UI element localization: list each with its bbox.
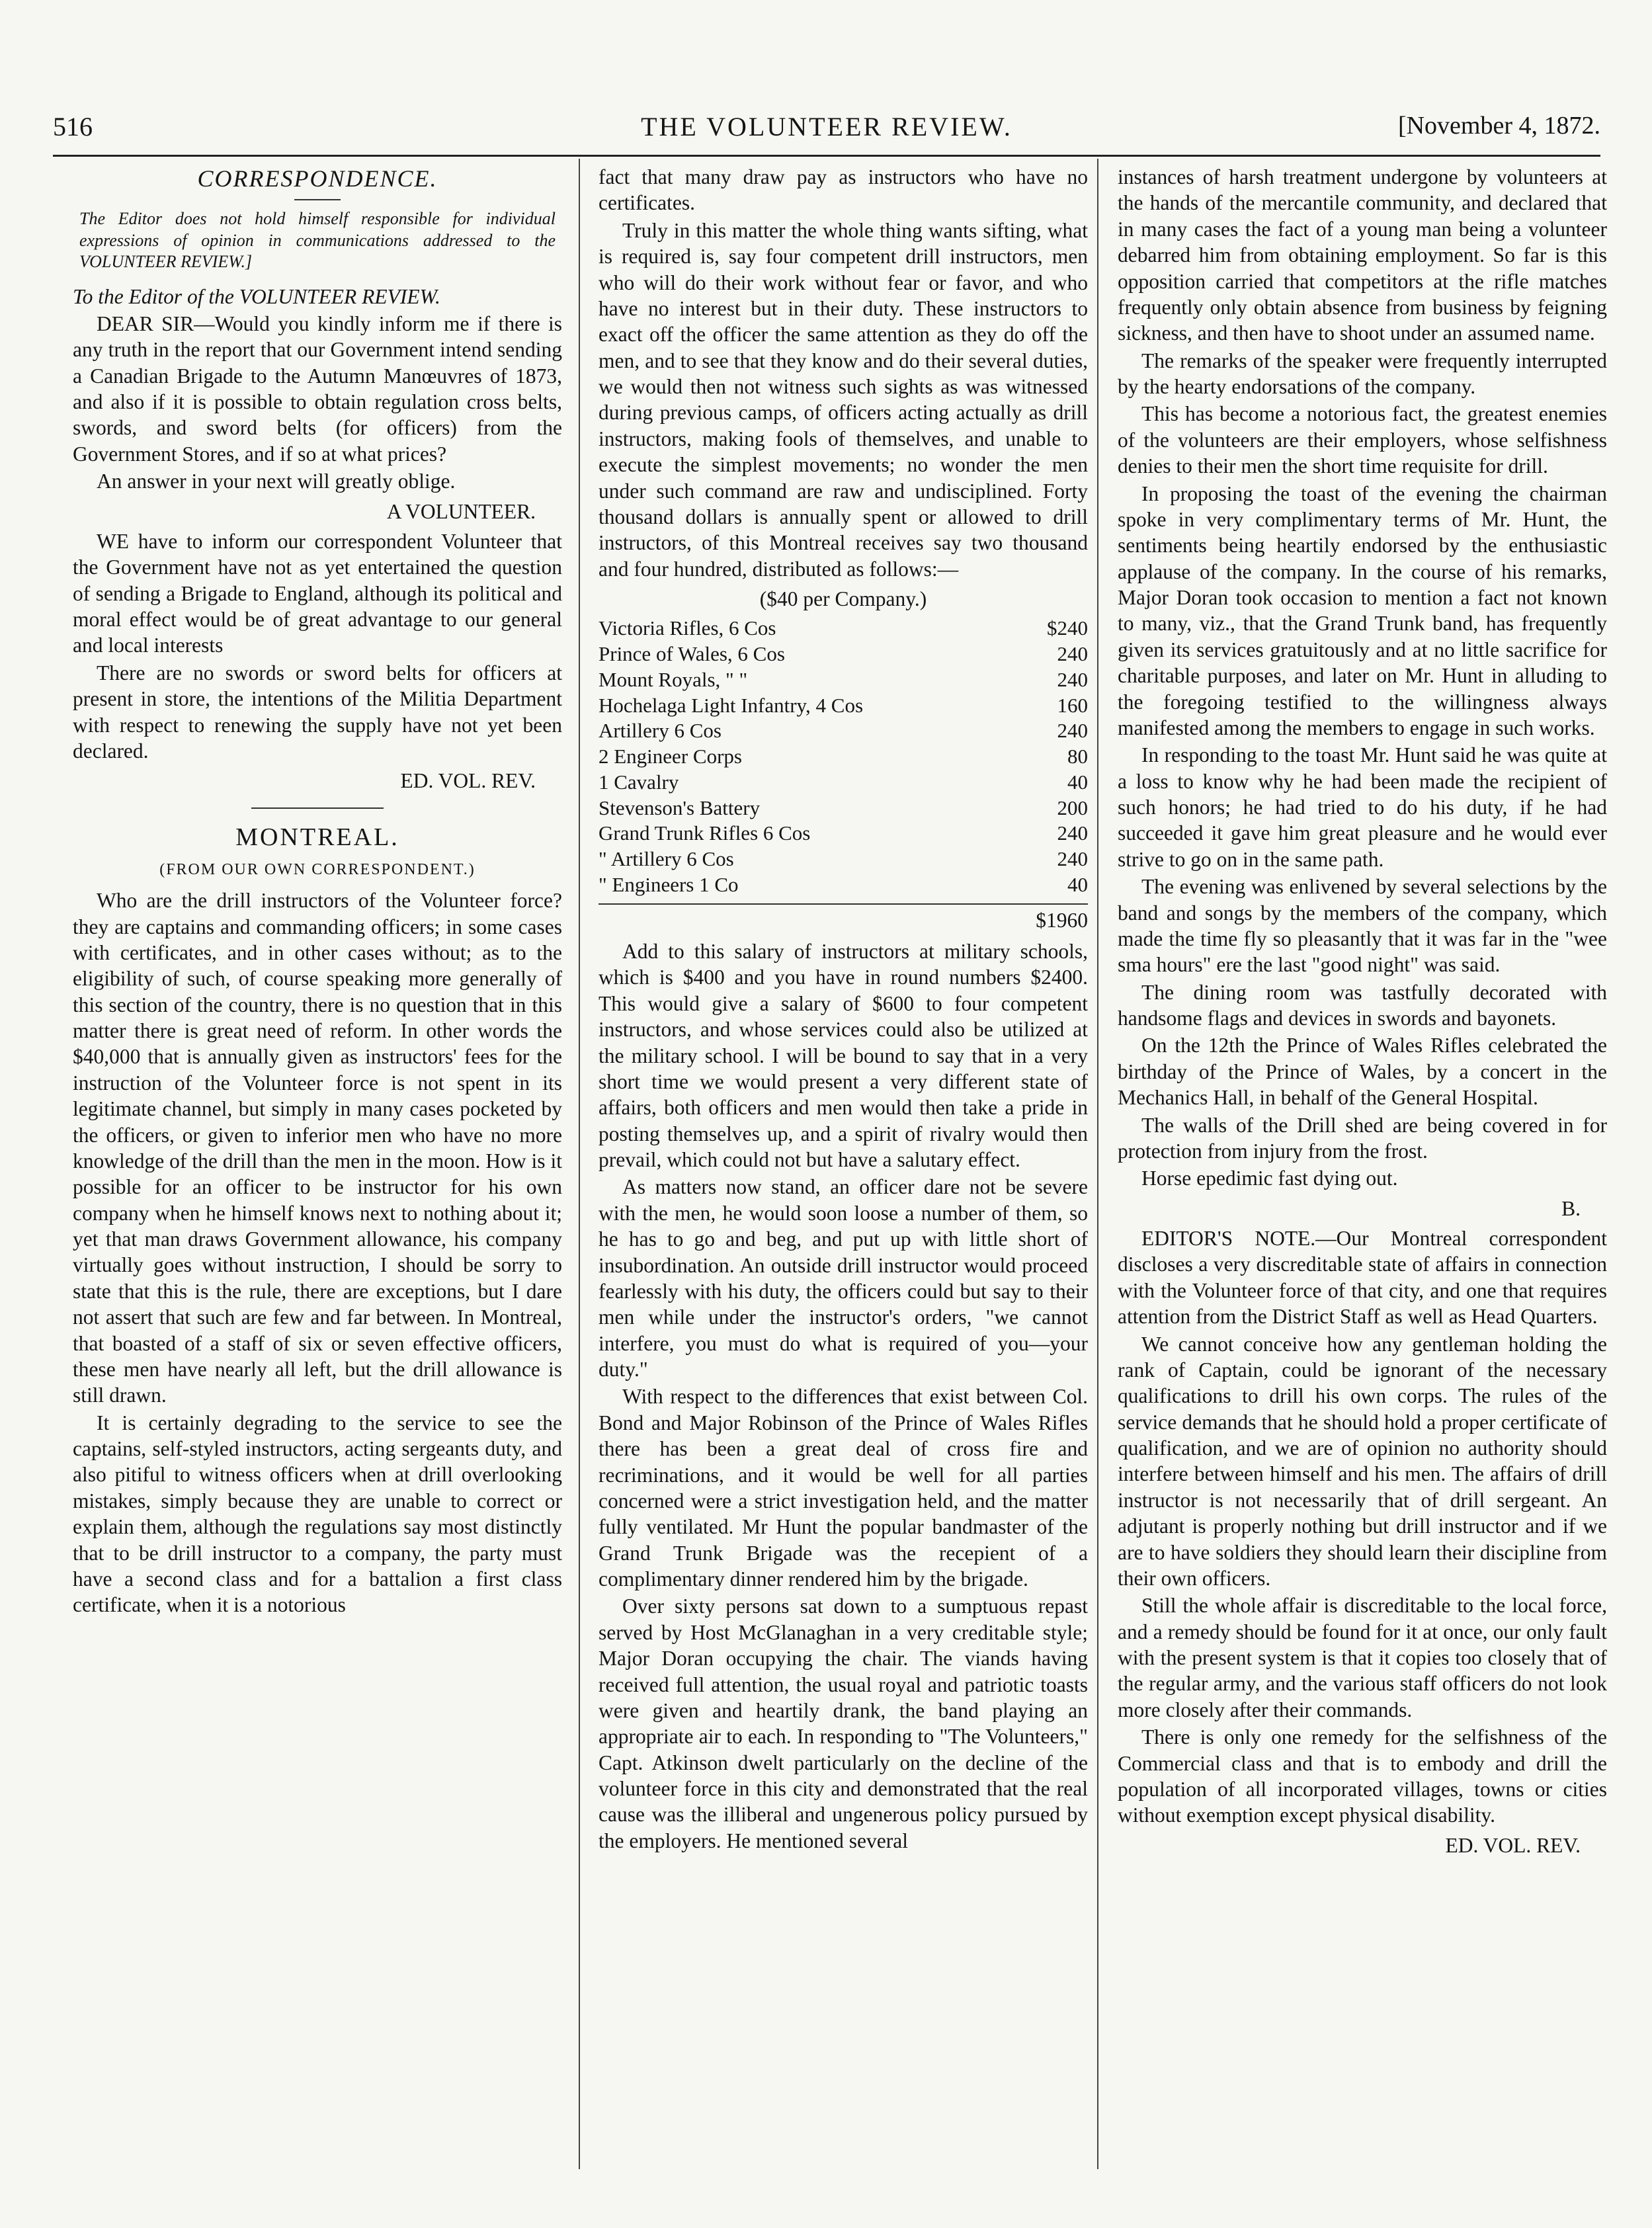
allowance-amount: 200 (1057, 796, 1088, 819)
masthead: THE VOLUNTEER REVIEW. (641, 112, 1012, 142)
allowance-amount: 240 (1057, 719, 1088, 743)
column-rule-2 (1097, 159, 1098, 2169)
column-2 (599, 164, 1088, 1855)
column-3 (1118, 164, 1607, 1862)
allowance-row (599, 744, 1088, 770)
article-paragraph: Who are the drill instructors of the Volunteer force? they are captains and commanding officers; in some cases with certificates, and in other cases without; as to the eligibility of such, of course speaking more generally of this section of the country, there is no question that in this matter there is great need of reform. In other words the $40,000 that is annually given as instructors' fees for the instruction of the Volunteer force is not spent in its legitimate channel, but simply in many cases pocketed by the officers, or given to inferior men who have no more knowledge of the drill than the men in the moon. How is it possible for an officer to be instructor for his own company when he himself knows next to nothing about it; yet that man draws Government allowance, his company virtually goes without instruction, I should be sorry to state that this is the rule, there are exceptions, but I dare not assert that such are few and far between. In Montreal, that boasted of a staff of six or seven effective officers, these men have nearly all left, but the drill allowance is still drawn. (73, 889, 562, 1407)
byline: (FROM OUR OWN CORRESPONDENT.) (159, 861, 475, 879)
allowance-label: Stevenson's Battery (599, 796, 761, 819)
allowance-row (599, 796, 1088, 821)
editors-note-paragraph: We cannot conceive how any gentleman holding the rank of Captain, could be ignorant of the necessary qualifications to drill his own corps. The rules of the service demands that he should hold a proper certificate of qualification, and we are of opinion no authority should interfere between himself and his men. The affairs of drill instructor is not necessarily that of drill sergeant. An adjutant is properly nothing but drill instructor and if we are to have soldiers they should learn their discipline from their own officers. (1118, 1332, 1607, 1590)
allowance-label: Prince of Wales, 6 Cos (599, 642, 785, 666)
article-paragraph: Horse epedimic fast dying out. (1141, 1167, 1398, 1190)
allowance-row (599, 693, 1088, 719)
allowance-label: Victoria Rifles, 6 Cos (599, 616, 776, 640)
allowance-row (599, 872, 1088, 898)
editor-reply-paragraph: There are no swords or sword belts for officers at present in store, the intentions of the Militia Department with respect to renewing the supply have not yet been declared. (73, 661, 562, 763)
article-paragraph: Over sixty persons sat down to a sumptuous repast served by Host McGlanaghan in a very creditable style; Major Doran occupying the chair. The viands having received full attention, the usual royal and patriotic toasts were given and heartily drank, the band playing an appropriate air to each. In responding to "The Volunteers," Capt. Atkinson dwelt particularly on the decline of the volunteer force in this city and demonstrated that the real cause was the illiberal and ungenerous policy pursued by the employers. He mentioned several (599, 1594, 1088, 1852)
allowance-table (599, 616, 1088, 897)
montreal-heading: MONTREAL. (235, 823, 399, 851)
editor-disclaimer: The Editor does not hold himself responsible for individual expressions of opinion in communications addressed to the VOLUNTEER REVIEW.] (79, 209, 556, 271)
allowance-row (599, 821, 1088, 846)
article-paragraph: The remarks of the speaker were frequently interrupted by the hearty endorsations of the company. (1118, 349, 1607, 398)
allowance-row (599, 667, 1088, 693)
allowance-row (599, 616, 1088, 641)
editors-note-paragraph: EDITOR'S NOTE.—Our Montreal correspondent discloses a very discreditable state of affairs in connection with the Volunteer force of that city, and one that requires attention from the District Staff as well as Head Quarters. (1118, 1227, 1607, 1329)
allowance-amount: 80 (1067, 745, 1088, 768)
article-paragraph: The dining room was tastfully decorated with handsome flags and devices in swords and bayonets. (1118, 980, 1607, 1030)
letter-signature: A VOLUNTEER. (386, 499, 536, 523)
column-rule-1 (579, 159, 580, 2169)
allowance-row (599, 770, 1088, 796)
allowance-total: $1960 (599, 903, 1088, 933)
article-paragraph: Truly in this matter the whole thing wants sifting, what is required is, say four competent drill instructors, men who will do their work without fear or favor, and who have no interest but in their duty. These instructors to exact off the officer the same attention as they do off the men, and to see that they know and do their several duties, we would then not witness such sights as was witnessed during previous camps, of officers acting actually as drill instructors, making fools of themselves, and unable to execute the simplest movements; no wonder the men under such command are raw and undisciplined. Forty thousand dollars is annually spent or allowed to drill instructors, of this Montreal receives say two thousand and four hundred, distributed as follows:— (599, 218, 1088, 581)
letter-salutation: To the Editor of the VOLUNTEER REVIEW. (73, 284, 440, 308)
article-paragraph: As matters now stand, an officer dare not be severe with the men, he would soon loose a number of them, so he has to go and beg, and put up with little short of insubordination. An outside drill instructor would proceed fearlessly with his duty, the officers could but say to their men while under the instructor's orders, "we cannot interfere, you must do what is required of you—your duty." (599, 1175, 1088, 1381)
allowance-label: Artillery 6 Cos (599, 719, 722, 743)
allowance-amount: $240 (1047, 616, 1088, 640)
article-paragraph: It is certainly degrading to the service to see the captains, self-styled instructors, acting sergeants duty, and also pitiful to witness officers when at drill overlooking mistakes, simply because they are unable to correct or explain them, although the regulations say most distinctly that to be drill instructor to a company, the party must have a second class and for a battalion a first class certificate, when it is a notorious (73, 1411, 562, 1617)
page-header (53, 111, 1600, 151)
article-paragraph: This has become a notorious fact, the greatest enemies of the volunteers are their employers, whose selfishness denies to their men the short time requisite for drill. (1118, 402, 1607, 478)
editor-reply-paragraph: WE have to inform our correspondent Volunteer that the Government have not as yet entertained the question of sending a Brigade to England, although its political and moral effect would be of great advantage to our general and local interests (73, 529, 562, 657)
article-paragraph: fact that many draw pay as instructors who have no certificates. (599, 165, 1088, 215)
article-paragraph: With respect to the differences that exist between Col. Bond and Major Robinson of the Prince of Wales Rifles there has been a great deal of cross fire and recriminations, and it would be well for all parties concerned were a strict investigation held, and the matter fully ventilated. Mr Hunt the popular bandmaster of the Grand Trunk Brigade was the recepient of a complimentary dinner rendered him by the brigade. (599, 1385, 1088, 1590)
allowance-label: 1 Cavalry (599, 770, 679, 794)
page-number: 516 (53, 112, 93, 142)
allowance-amount: 240 (1057, 667, 1088, 691)
article-paragraph: instances of harsh treatment undergone by volunteers at the hands of the mercantile community, and declared that in many cases the fact of a young man being a volunteer debarred him from obtaining employment. So far is this opposition carried that competitors at the rifle matches frequently only obtain absence from business by feigning sickness, and then have to shoot under an assumed name. (1118, 165, 1607, 345)
allowance-amount: 40 (1067, 770, 1088, 794)
editor-reply-signature: ED. VOL. REV. (400, 769, 536, 793)
article-paragraph: On the 12th the Prince of Wales Rifles celebrated the birthday of the Prince of Wales, by a concert in the Mechanics Hall, in behalf of the General Hospital. (1118, 1034, 1607, 1110)
article-paragraph: The evening was enlivened by several selections by the band and songs by the members of the company, which made the time fly so pleasantly that it was far in the "wee sma hours" ere the last "good night" was said. (1118, 875, 1607, 977)
correspondence-heading: CORRESPONDENCE. (197, 165, 438, 192)
column-1 (73, 164, 562, 1620)
section-rule (251, 807, 384, 809)
allowance-amount: 240 (1057, 847, 1088, 871)
letter-paragraph: An answer in your next will greatly oblige. (97, 470, 456, 493)
allowance-row (599, 846, 1088, 872)
article-paragraph: The walls of the Drill shed are being covered in for protection from injury from the frost. (1118, 1113, 1607, 1163)
allowance-label: Grand Trunk Rifles 6 Cos (599, 821, 811, 845)
allowance-label: " Engineers 1 Co (599, 872, 739, 896)
editors-note-signature: ED. VOL. REV. (1445, 1833, 1581, 1857)
allowance-label: Mount Royals, " " (599, 667, 748, 691)
allowance-label: Hochelaga Light Infantry, 4 Cos (599, 693, 864, 717)
allowance-amount: 240 (1057, 642, 1088, 666)
allowance-label: " Artillery 6 Cos (599, 847, 734, 871)
editors-note-paragraph: Still the whole affair is discreditable to the local force, and a remedy should be found for it at once, our only fault with the present system is that it copies too closely that of the regular army, and the various staff officers do not look more closely after their commands. (1118, 1594, 1607, 1721)
allowance-table-header: ($40 per Company.) (759, 587, 927, 610)
allowance-amount: 160 (1057, 693, 1088, 717)
article-paragraph: In proposing the toast of the evening the chairman spoke in very complimentary terms of Mr. Hunt, the sentiments being heartily endorsed by the enthusiastic applause of the company. In the course of his remarks, Major Doran took occasion to mention a fact not known to many, viz., that the Grand Trunk band, has frequently given its services gratuitously and at no little sacrifice for charitable purposes, and later on Mr. Hunt in alluding to the foregoing testified to the willingness always manifested among the members to engage in such works. (1118, 481, 1607, 739)
allowance-amount: 40 (1067, 872, 1088, 896)
header-rule (53, 155, 1600, 157)
short-rule (294, 199, 341, 200)
article-paragraph: Add to this salary of instructors at military schools, which is $400 and you have in round numbers $2400. This would give a salary of $600 to four competent instructors, and whose services could also be utilized at the military school. I will be bound to say that in a very short time we would present a very different state of affairs, both officers and men would then take a pride in posting themselves up, and a spirit of rivalry would then prevail, which could not but have a salutary effect. (599, 940, 1088, 1171)
allowance-row (599, 718, 1088, 744)
allowance-amount: 240 (1057, 821, 1088, 845)
editors-note-paragraph: There is only one remedy for the selfishness of the Commercial class and that is to embody and drill the population of all incorporated villages, towns or cities without exemption except physical disability. (1118, 1725, 1607, 1827)
letter-paragraph: DEAR SIR—Would you kindly inform me if there is any truth in the report that our Government intend sending a Canadian Brigade to the Autumn Manœuvres of 1873, and also if it is possible to obtain regulation cross belts, swords, and sword belts (for officers) from the Government Stores, and if so at what prices? (73, 311, 562, 466)
article-signature: B. (1561, 1196, 1581, 1220)
article-paragraph: In responding to the toast Mr. Hunt said he was quite at a loss to know why he had been made the recipient of such honors; he had tried to do his duty, if he had succeeded it gave him great pleasure and he would ever strive to go on in the same path. (1118, 743, 1607, 871)
allowance-label: 2 Engineer Corps (599, 745, 742, 768)
allowance-row (599, 641, 1088, 667)
issue-date: [November 4, 1872. (1397, 112, 1600, 140)
